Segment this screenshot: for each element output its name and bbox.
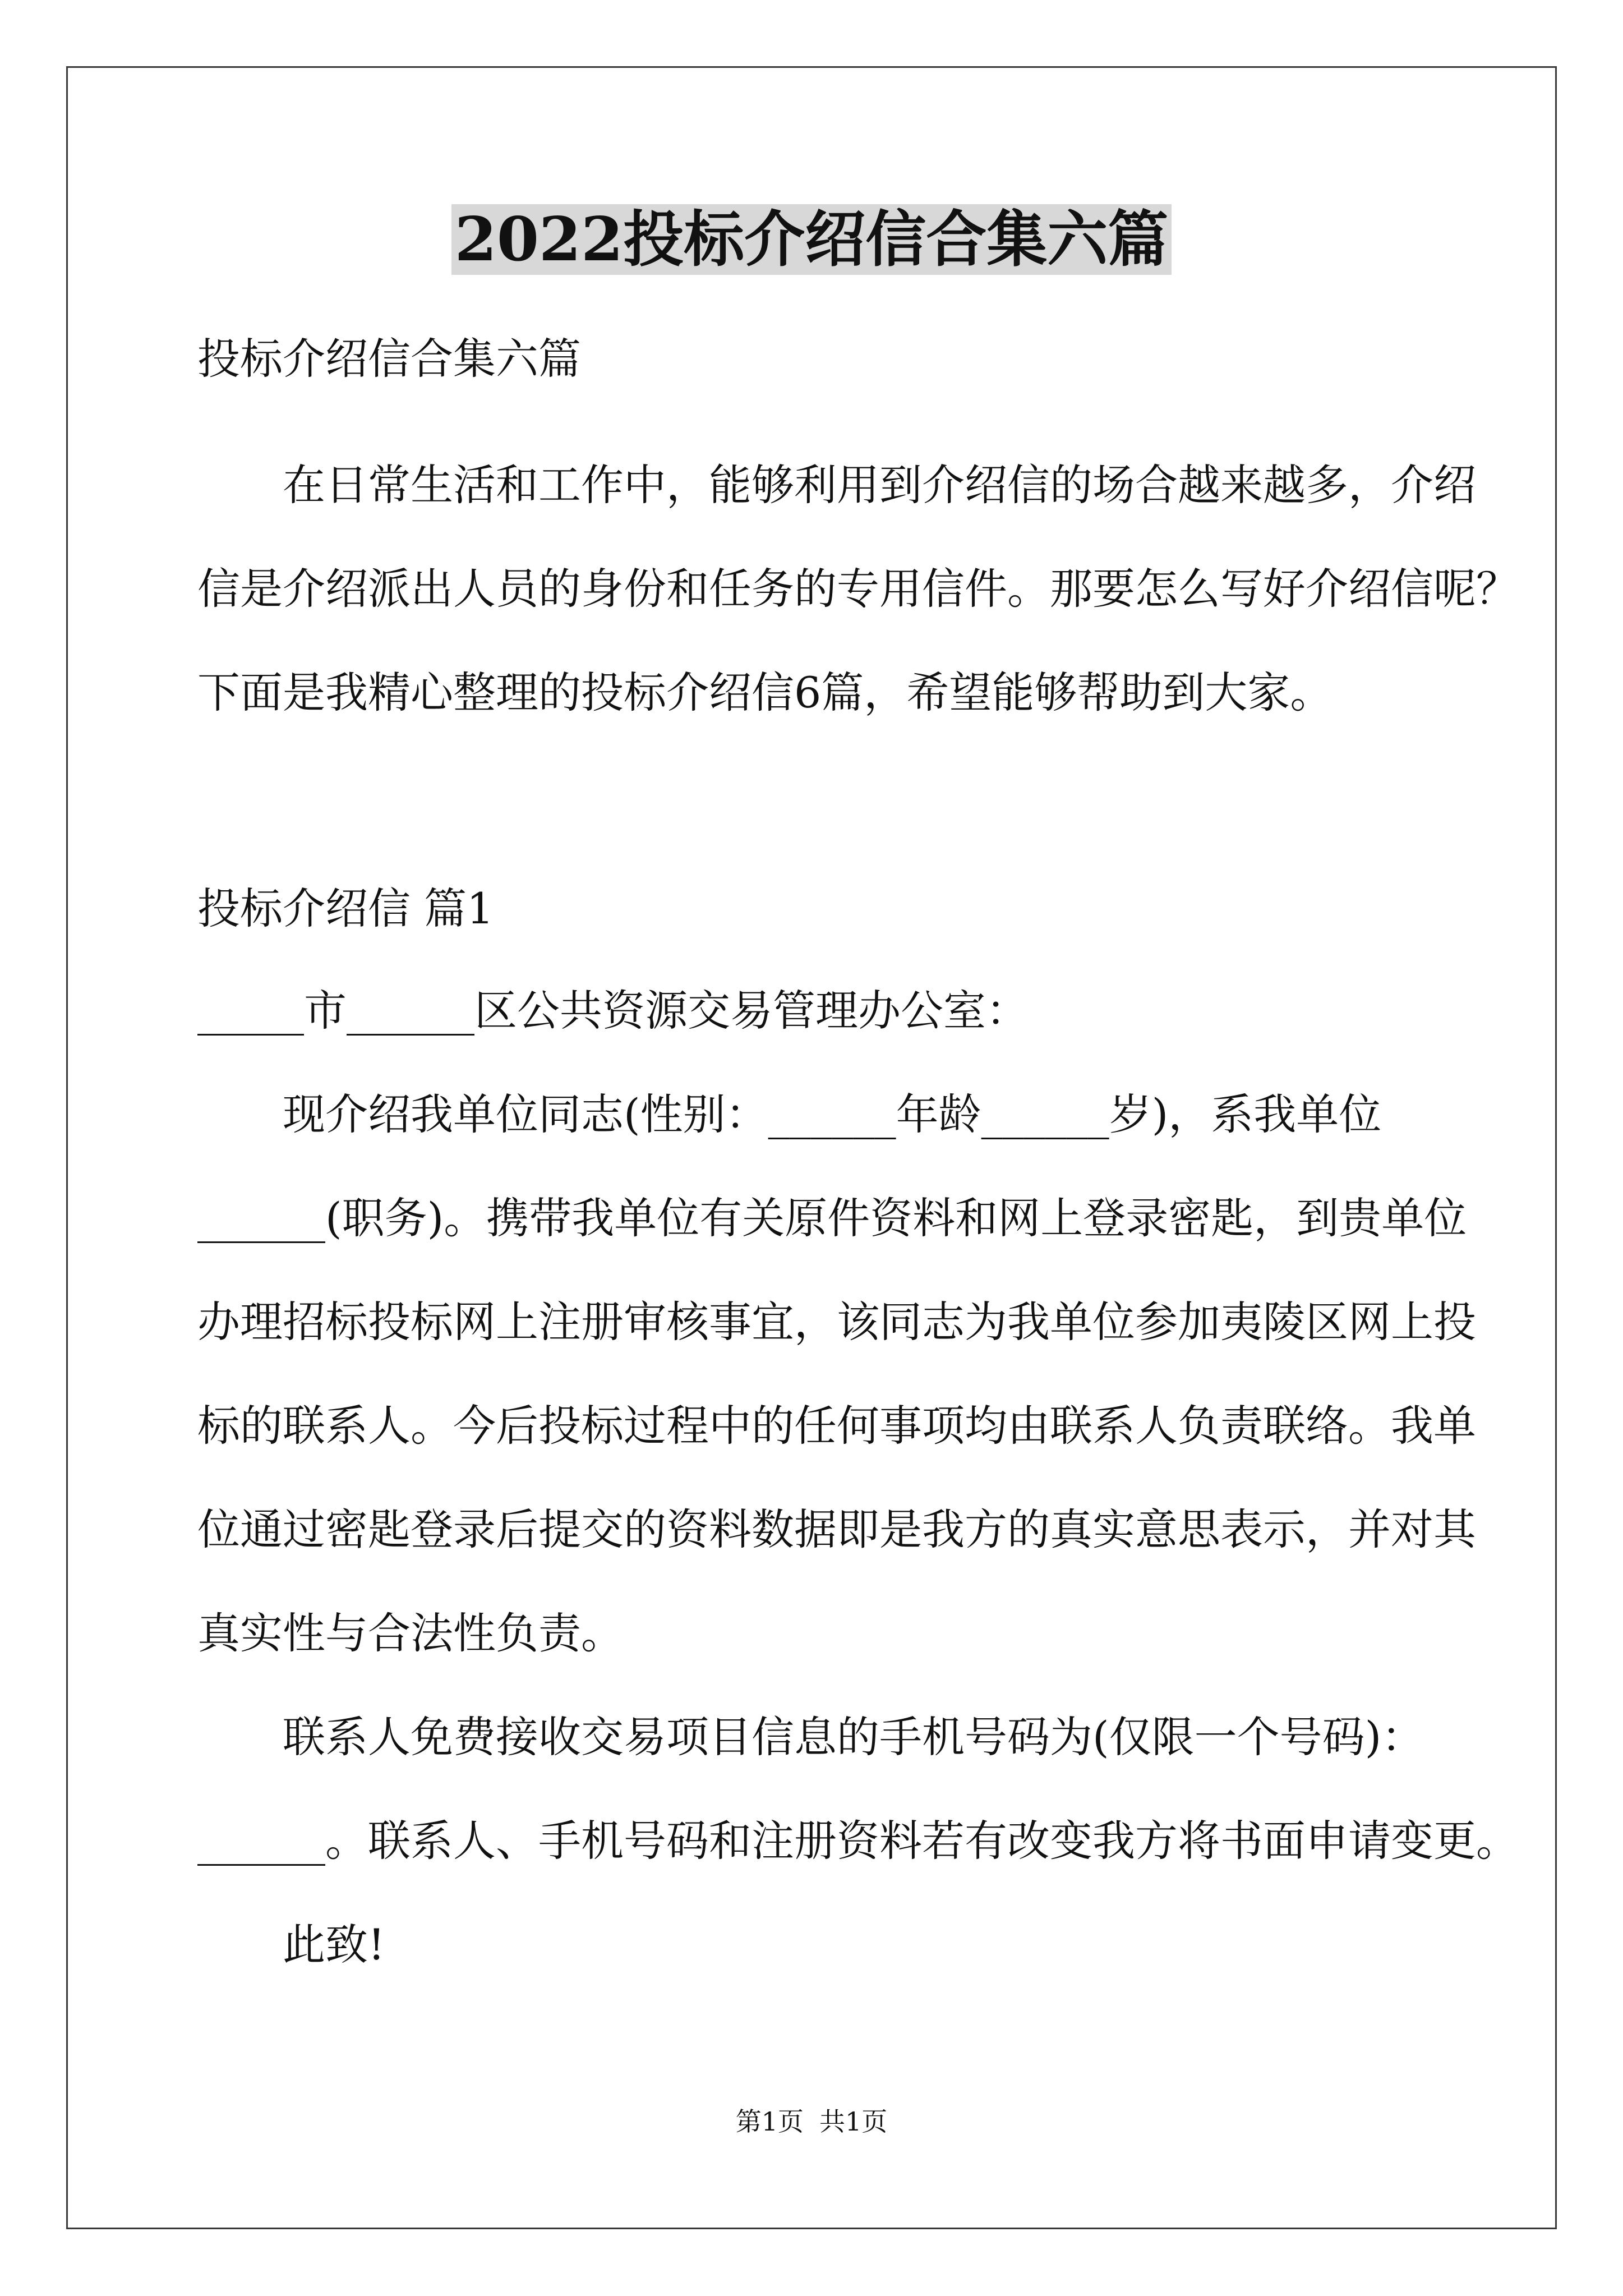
body-line-5: 位通过密匙登录后提交的资料数据即是我方的真实意思表示，并对其: [197, 1504, 1476, 1554]
page-footer: [0, 2105, 1623, 2138]
contact-line-2: ______。联系人、手机号码和注册资料若有改变我方将书面申请变更。: [197, 1816, 1519, 1866]
body-line-4: 标的联系人。今后投标过程中的任何事项均由联系人负责联络。我单: [197, 1401, 1476, 1451]
contact-line-1: 联系人免费接收交易项目信息的手机号码为(仅限一个号码)：: [197, 1712, 1424, 1762]
addressee-line: _____市______区公共资源交易管理办公室：: [197, 986, 1029, 1036]
closing-line: 此致!: [197, 1920, 385, 1970]
body-line-6: 真实性与合法性负责。: [197, 1608, 624, 1658]
body-line-2: ______(职务)。携带我单位有关原件资料和网上登录密匙，到贵单位: [197, 1193, 1467, 1243]
subtitle-line: 投标介绍信合集六篇: [197, 334, 581, 384]
section-heading: 投标介绍信 篇1: [197, 884, 494, 933]
intro-line-3: 下面是我精心整理的投标介绍信6篇，希望能够帮助到大家。: [197, 668, 1333, 717]
page-total: 共1页: [819, 2106, 888, 2137]
intro-line-2: 信是介绍派出人员的身份和任务的专用信件。那要怎么写好介绍信呢？: [197, 564, 1519, 614]
page-number: 第1页: [735, 2106, 804, 2137]
body-line-1: 现介绍我单位同志(性别：______年龄______岁)，系我单位: [197, 1089, 1382, 1139]
document-title: [0, 197, 1623, 282]
page-frame: [66, 66, 1557, 2229]
document-title-text: 2022投标介绍信合集六篇: [451, 204, 1172, 275]
intro-line-1: 在日常生活和工作中，能够利用到介绍信的场合越来越多，介绍: [197, 460, 1476, 510]
body-line-3: 办理招标投标网上注册审核事宜，该同志为我单位参加夷陵区网上投: [197, 1297, 1476, 1347]
